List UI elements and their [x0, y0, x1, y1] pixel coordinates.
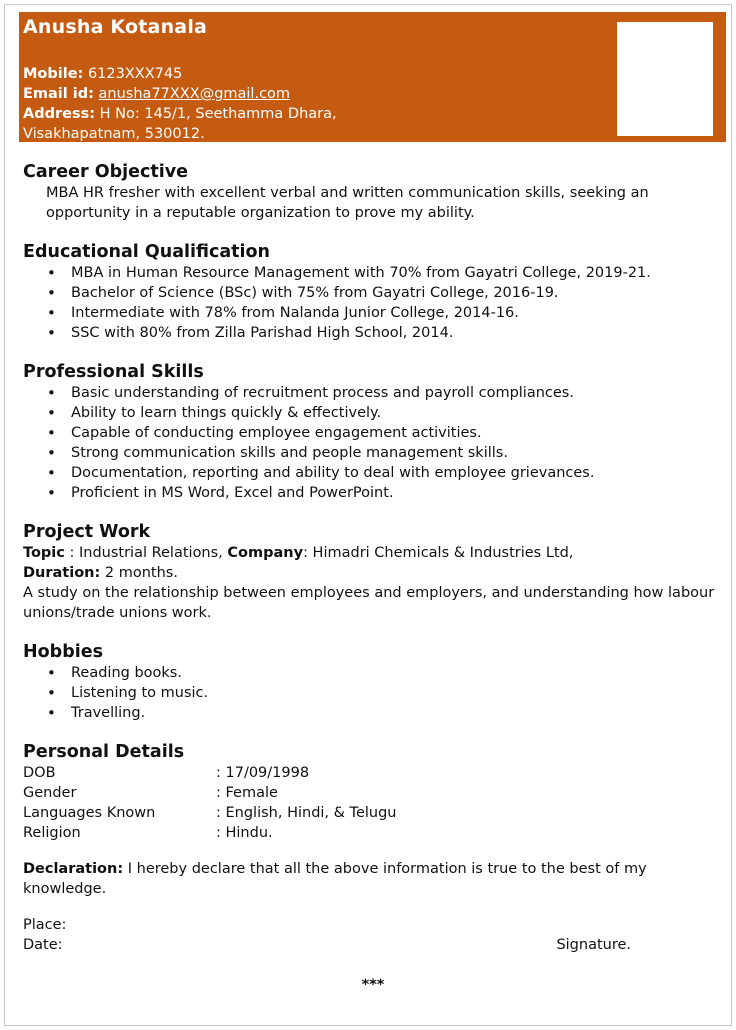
skills-title: Professional Skills — [23, 362, 204, 382]
topic-label: Topic — [23, 545, 65, 561]
list-item: • Basic understanding of recruitment process and payroll compliances. — [23, 383, 723, 403]
project-description: A study on the relationship between employees and employers, and understanding how labour unions/trade unions work. — [23, 585, 715, 621]
personal-key: Languages Known — [23, 805, 156, 821]
personal-title: Personal Details — [23, 742, 185, 762]
date-label: Date: — [23, 937, 63, 953]
list-item: • Ability to learn things quickly & effectively. — [23, 403, 723, 423]
contact-address-line2: Visakhapatnam, 530012. — [23, 126, 205, 142]
skills-list — [23, 383, 723, 503]
project-title: Project Work — [23, 522, 151, 542]
personal-key: Religion — [23, 825, 81, 841]
duration-value: 2 months. — [104, 565, 178, 581]
personal-key: Gender — [23, 785, 77, 801]
list-item: • Documentation, reporting and ability to deal with employee grievances. — [23, 463, 723, 483]
declaration — [23, 859, 723, 899]
candidate-name: Anusha Kotanala — [23, 16, 208, 38]
career-title: Career Objective — [23, 162, 189, 182]
email-label: Email id: — [23, 86, 94, 102]
list-item: • Intermediate with 78% from Nalanda Junior College, 2014-16. — [23, 303, 723, 323]
contact-address — [23, 104, 337, 124]
list-item: • Bachelor of Science (BSc) with 75% from Gayatri College, 2016-19. — [23, 283, 723, 303]
company-label: Company — [227, 545, 304, 561]
personal-value: : 17/09/1998 — [216, 765, 310, 781]
signature-label: Signature. — [556, 937, 631, 953]
mobile-value: 6123XXX745 — [87, 66, 183, 82]
place-label: Place: — [23, 917, 67, 933]
photo-placeholder — [617, 22, 713, 136]
personal-row — [23, 763, 723, 783]
career-text: MBA HR fresher with excellent verbal and written communication skills, seeking an opportunity in a reputable organization to prove my ability. — [46, 185, 649, 221]
personal-value: : Hindu. — [216, 825, 273, 841]
list-item: • Listening to music. — [23, 683, 723, 703]
personal-key: DOB — [23, 765, 56, 781]
contact-email — [23, 84, 290, 104]
resume-body — [23, 161, 723, 995]
project-topic-line — [23, 543, 723, 563]
project-duration-line — [23, 563, 723, 583]
declaration-label: Declaration: — [23, 861, 124, 877]
duration-label: Duration: — [23, 565, 101, 581]
personal-row — [23, 783, 723, 803]
company-value: : Himadri Chemicals & Industries Ltd, — [303, 545, 574, 561]
list-item: • MBA in Human Resource Management with 70% from Gayatri College, 2019-21. — [23, 263, 723, 283]
contact-mobile — [23, 64, 182, 84]
address-label: Address: — [23, 106, 96, 122]
hobbies-list — [23, 663, 723, 723]
personal-row — [23, 823, 723, 843]
list-item: • Proficient in MS Word, Excel and PowerPoint. — [23, 483, 723, 503]
list-item: • Capable of conducting employee engagement activities. — [23, 423, 723, 443]
list-item: • Strong communication skills and people management skills. — [23, 443, 723, 463]
education-title: Educational Qualification — [23, 242, 271, 262]
personal-value: : English, Hindi, & Telugu — [216, 805, 397, 821]
email-link[interactable]: anusha77XXX@gmail.com — [98, 86, 291, 102]
list-item: • SSC with 80% from Zilla Parishad High School, 2014. — [23, 323, 723, 343]
hobbies-title: Hobbies — [23, 642, 104, 662]
personal-value: : Female — [216, 785, 278, 801]
list-item: • Travelling. — [23, 703, 723, 723]
date-signature-row — [23, 935, 631, 955]
topic-value: : Industrial Relations, — [69, 545, 223, 561]
footer-stars: *** — [361, 977, 385, 993]
address-line1: H No: 145/1, Seethamma Dhara, — [99, 106, 337, 122]
declaration-text: I hereby declare that all the above information is true to the best of my knowledge. — [23, 861, 647, 897]
personal-row — [23, 803, 723, 823]
mobile-label: Mobile: — [23, 66, 84, 82]
list-item: • Reading books. — [23, 663, 723, 683]
education-list — [23, 263, 723, 343]
